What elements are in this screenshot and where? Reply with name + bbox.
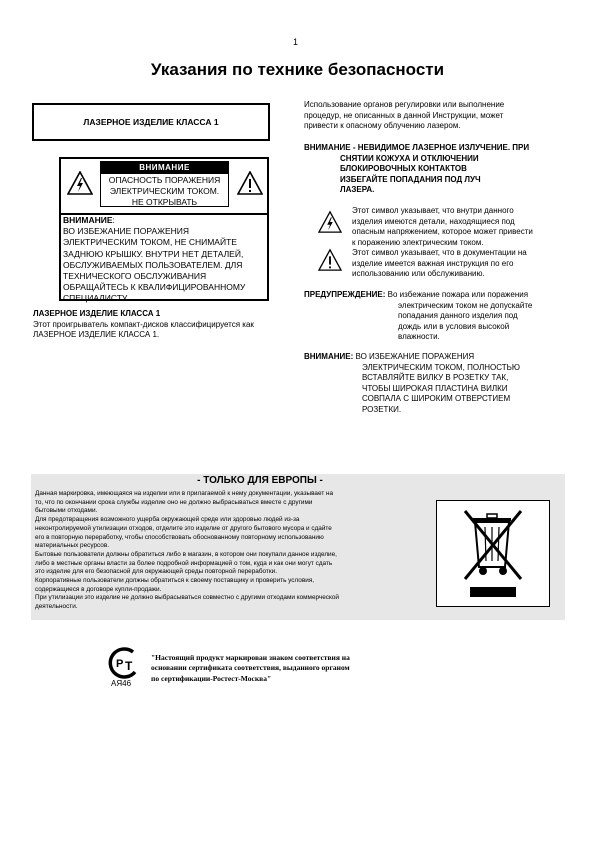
plug-warning-first: ВО ИЗБЕЖАНИЕ ПОРАЖЕНИЯ bbox=[355, 352, 475, 361]
laser-warning-line: СНЯТИИ КОЖУХА И ОТКЛЮЧЕНИИ bbox=[340, 153, 479, 163]
warning-caution-line: ЭЛЕКТРИЧЕСКИМ ТОКОМ. bbox=[109, 186, 220, 196]
plug-warning-line: ЧТОБЫ ШИРОКАЯ ПЛАСТИНА ВИЛКИ bbox=[362, 383, 508, 393]
lightning-triangle-icon bbox=[67, 171, 93, 195]
warning-caution-line: ОПАСНОСТЬ ПОРАЖЕНИЯ bbox=[108, 175, 221, 185]
crossed-out-bin-icon bbox=[437, 501, 549, 606]
laser-warning-first: ВНИМАНИЕ - НЕВИДИМОЕ ЛАЗЕРНОЕ ИЗЛУЧЕНИЕ. ПРИ bbox=[304, 143, 530, 152]
warning-body-line: ОБСЛУЖИВАЕМЫХ ПОЛЬЗОВАТЕЛЕМ. ДЛЯ bbox=[63, 259, 243, 270]
plug-warning-line: СОВПАЛА С ШИРОКИМ ОТВЕРСТИЕМ bbox=[362, 394, 511, 403]
symbol-note-line: использованию или обслуживанию. bbox=[352, 269, 485, 278]
weee-symbol-box bbox=[436, 500, 550, 607]
page-title: Указания по технике безопасности bbox=[150, 60, 445, 79]
plug-warning-label: ВНИМАНИЕ: bbox=[304, 352, 354, 361]
warning-body-line: ОБРАЩАЙТЕСЬ К КВАЛИФИЦИРОВАННОМУ bbox=[63, 282, 246, 293]
controls-intro-line: привести к опасному облучению лазером. bbox=[304, 121, 461, 130]
europe-title-text: - ТОЛЬКО ДЛЯ ЕВРОПЫ - bbox=[197, 475, 323, 486]
controls-intro-line: процедур, не описанных в данной Инструкции, может bbox=[304, 110, 504, 120]
fire-warning bbox=[304, 290, 564, 343]
warning-caution-header: ВНИМАНИЕ bbox=[101, 162, 228, 174]
warning-body-line: ТЕХНИЧЕСКОГО ОБСЛУЖИВАНИЯ bbox=[63, 271, 207, 282]
europe-line: Для предотвращения возможного ущерба окружающей среде или здоровью людей из-за bbox=[35, 516, 300, 524]
invisible-laser-warning bbox=[304, 143, 564, 196]
plug-warning-line: ВСТАВЛЯЙТЕ ВИЛКУ В РОЗЕТКУ ТАК, bbox=[362, 373, 509, 382]
warning-caution-label bbox=[100, 161, 229, 207]
exclamation-triangle-icon bbox=[318, 248, 342, 272]
svg-text:Р: Р bbox=[116, 658, 124, 670]
europe-line: деятельности. bbox=[35, 603, 78, 611]
europe-line: бытовыми отходами. bbox=[35, 507, 98, 515]
certification-line: "Настоящий продукт маркирован знаком соответствия на bbox=[151, 653, 350, 662]
svg-text:Т: Т bbox=[125, 659, 133, 673]
fire-warning-first: Во избежание пожара или поражения bbox=[387, 290, 529, 299]
shock-warning-panel bbox=[59, 157, 269, 304]
laser-warning-line: ИЗБЕГАЙТЕ ПОПАДАНИЯ ПОД ЛУЧ bbox=[340, 174, 481, 184]
lightning-triangle-icon bbox=[318, 210, 342, 234]
certification-line: основании сертификата соответствия, выданного органом bbox=[151, 663, 350, 673]
europe-line: Данная маркировка, имеющаяся на изделии или в прилагаемой к нему документации, указывает на bbox=[35, 490, 334, 497]
europe-section-title bbox=[31, 475, 565, 486]
controls-intro bbox=[304, 100, 564, 132]
exclamation-symbol-note bbox=[352, 248, 564, 280]
europe-line: содержащиеся в договоре купли-продажи. bbox=[35, 585, 162, 593]
symbol-note-line: Этот символ указывает, что в документации на bbox=[352, 248, 527, 257]
warning-body-text: ВНИМАНИЕ: ВО ИЗБЕЖАНИЕ ПОРАЖЕНИЯ ЭЛЕКТРИЧЕСКИМ ТОКОМ, НЕ СНИМАЙТЕ ЗАДНЮЮ КРЫШКУ. ВНУТРИ НЕТ ДЕТАЛЕЙ, ОБСЛУЖИВАЕМЫХ ПОЛЬЗОВАТЕЛЕМ. ДЛЯ ТЕХНИЧЕСКОГО ОБСЛУЖИВАНИЯ ОБРАЩАЙТЕСЬ К КВАЛИФИЦИРОВАННОМУ СПЕЦИАЛИСТУ. bbox=[63, 215, 263, 305]
warning-caution-line: НЕ ОТКРЫВАТЬ bbox=[131, 197, 198, 207]
certification-code: АЯ46 bbox=[111, 679, 132, 688]
laser-class-label-box: ЛАЗЕРНОЕ ИЗДЕЛИЕ КЛАССА 1 bbox=[32, 103, 270, 141]
europe-line: его в повторную переработку, чтобы способствовать обоснованному повторному использованию bbox=[35, 533, 324, 541]
europe-line: неконтролируемой утилизации отходов, отделите это изделие от другого бытового мусора и сдайте bbox=[35, 524, 332, 532]
page-number: 1 bbox=[293, 37, 299, 47]
lightning-symbol-note bbox=[352, 206, 564, 248]
laser-warning-line: БЛОКИРОВОЧНЫХ КОНТАКТОВ bbox=[340, 164, 467, 173]
laser-class-line: Этот проигрыватель компакт-дисков классифицируется как bbox=[33, 319, 254, 329]
symbol-note-line: Этот символ указывает, что внутри данного bbox=[352, 206, 514, 215]
warning-body-title: ВНИМАНИЕ bbox=[63, 215, 113, 225]
fire-warning-line: влажности. bbox=[398, 332, 440, 341]
europe-line: При утилизации это изделие не должно выбрасываться совместно с другими отходами коммерческой bbox=[35, 594, 339, 602]
europe-line: то, что по окончании срока службы изделие оно не должно выбрасываться вместе с другими bbox=[35, 498, 313, 506]
plug-warning bbox=[304, 352, 564, 415]
europe-line: это изделие для его безопасной для окружающей среды повторной переработки. bbox=[35, 568, 277, 576]
symbol-note-line: изделия имеются детали, находящиеся под bbox=[352, 216, 515, 226]
warning-label-header bbox=[61, 159, 267, 215]
warning-body-line: ЭЛЕКТРИЧЕСКИМ ТОКОМ, НЕ СНИМАЙТЕ bbox=[63, 237, 237, 248]
fire-warning-label: ПРЕДУПРЕЖДЕНИЕ: bbox=[304, 290, 386, 299]
europe-line: либо в местные органы власти за более подробной информацией о том, куда и как они могут сдать bbox=[35, 559, 333, 567]
europe-line: Бытовые пользователи должны обратиться либо в магазин, в котором они покупали данное изделие, bbox=[35, 550, 337, 558]
plug-warning-line: ЭЛЕКТРИЧЕСКИМ ТОКОМ, ПОЛНОСТЬЮ bbox=[362, 362, 520, 372]
symbol-note-line: к поражению электрическим током. bbox=[352, 237, 484, 247]
laser-class-line: ЛАЗЕРНОЕ ИЗДЕЛИЕ КЛАССА 1. bbox=[33, 330, 160, 339]
laser-class-section bbox=[33, 309, 283, 341]
laser-class-heading: ЛАЗЕРНОЕ ИЗДЕЛИЕ КЛАССА 1 bbox=[33, 309, 161, 318]
certification-line: по сертификации-Ростест-Москва" bbox=[151, 673, 272, 683]
certification-statement bbox=[151, 653, 431, 684]
europe-line: Корпоративные пользователи должны обратиться к своему поставщику и проверить условия, bbox=[35, 577, 315, 585]
warning-body-line: ВО ИЗБЕЖАНИЕ ПОРАЖЕНИЯ bbox=[63, 226, 190, 237]
europe-line: материальных ресурсов. bbox=[35, 542, 110, 550]
symbol-note-line: опасным напряжением, которое может привести bbox=[352, 227, 533, 236]
warning-body-line: СПЕЦИАЛИСТУ. bbox=[63, 293, 129, 304]
symbol-note-line: изделие имеется важная инструкция по его bbox=[352, 258, 514, 268]
warning-body-line: ЗАДНЮЮ КРЫШКУ. ВНУТРИ НЕТ ДЕТАЛЕЙ, bbox=[63, 248, 244, 259]
rst-certification-mark-icon bbox=[104, 646, 146, 680]
laser-warning-line: ЛАЗЕРА. bbox=[340, 185, 375, 194]
europe-disposal-text bbox=[35, 490, 415, 612]
fire-warning-line: дождь или в условия высокой bbox=[398, 321, 510, 331]
plug-warning-line: РОЗЕТКИ. bbox=[362, 404, 402, 414]
fire-warning-line: электрическим током не допускайте bbox=[398, 300, 533, 310]
controls-intro-line: Использование органов регулировки или выполнение bbox=[304, 100, 505, 109]
fire-warning-line: попадания данного изделия под bbox=[398, 311, 518, 320]
exclamation-triangle-icon bbox=[237, 171, 263, 195]
